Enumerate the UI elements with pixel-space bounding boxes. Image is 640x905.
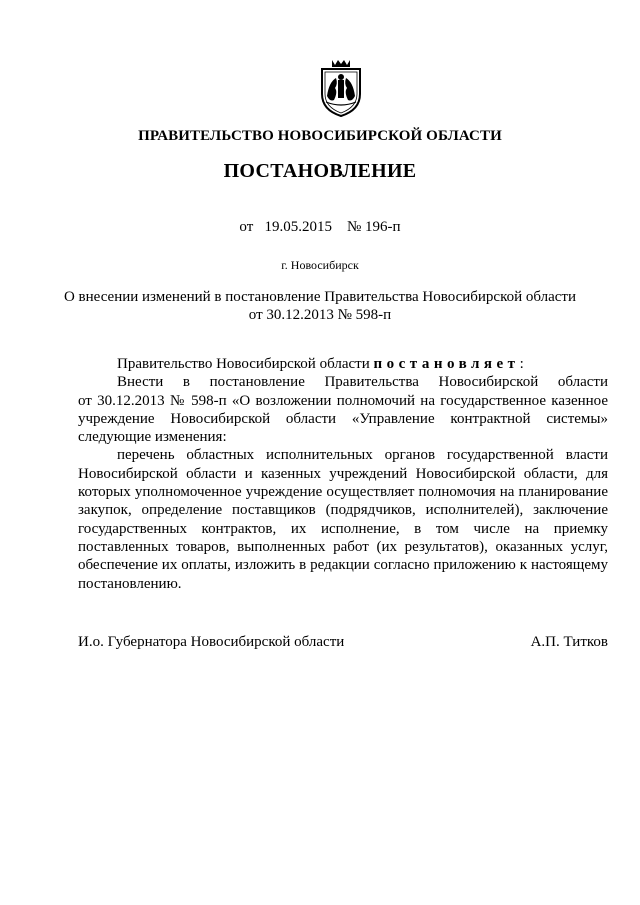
paragraph-line: государственных контрактов, их исполнение, в том числе на приемку <box>78 520 608 537</box>
city: г. Новосибирск <box>281 258 359 272</box>
paragraph-line: закупок, определение поставщиков (подрядчиков, исполнителей), заключение <box>78 502 608 519</box>
paragraph-line: поставленных товаров, выполненных работ (их результатов), оказанных услуг, <box>78 538 608 555</box>
preamble-line <box>78 355 608 373</box>
date-prefix: от <box>239 219 254 235</box>
paragraph-line: Новосибирской области и казенных учреждений Новосибирской области, для <box>78 465 608 482</box>
paragraph-line: учреждение Новосибирской области «Управление контрактной системы» <box>78 410 608 427</box>
title-line: О внесении изменений в постановление Правительства Новосибирской области <box>63 289 577 305</box>
paragraph-line: Внести в постановление Правительства Новосибирской области <box>117 374 608 391</box>
document-date: 19.05.2015 <box>264 219 332 235</box>
decree-colon: : <box>519 356 524 372</box>
document-body <box>78 355 608 593</box>
paragraph-line: постановлению. <box>78 575 182 592</box>
paragraph-line: перечень областных исполнительных органов государственной власти <box>117 447 608 464</box>
organization-name: ПРАВИТЕЛЬСТВО НОВОСИБИРСКОЙ ОБЛАСТИ <box>138 128 502 144</box>
decree-word: постановляет <box>373 356 520 372</box>
document-title <box>60 288 580 324</box>
date-number-line <box>0 219 640 236</box>
paragraph-line: которых уполномоченное учреждение осуществляет полномочия на планирование <box>78 484 608 501</box>
document-number: № 196-п <box>347 219 401 235</box>
paragraph-line: следующие изменения: <box>78 429 227 446</box>
coat-of-arms-icon <box>316 58 366 118</box>
preamble-text: Правительство Новосибирской области <box>117 356 370 372</box>
document-type: ПОСТАНОВЛЕНИЕ <box>223 160 417 182</box>
title-line: от 30.12.2013 № 598-п <box>248 307 392 323</box>
paragraph-line: обеспечение их оплаты, изложить в редакции согласно приложению к настоящему <box>78 557 608 574</box>
paragraph-line: от 30.12.2013 № 598-п «О возложении полномочий на государственное казенное <box>78 392 608 409</box>
signatory-name: А.П. Титков <box>530 634 608 650</box>
signatory-position: И.о. Губернатора Новосибирской области <box>78 634 345 650</box>
